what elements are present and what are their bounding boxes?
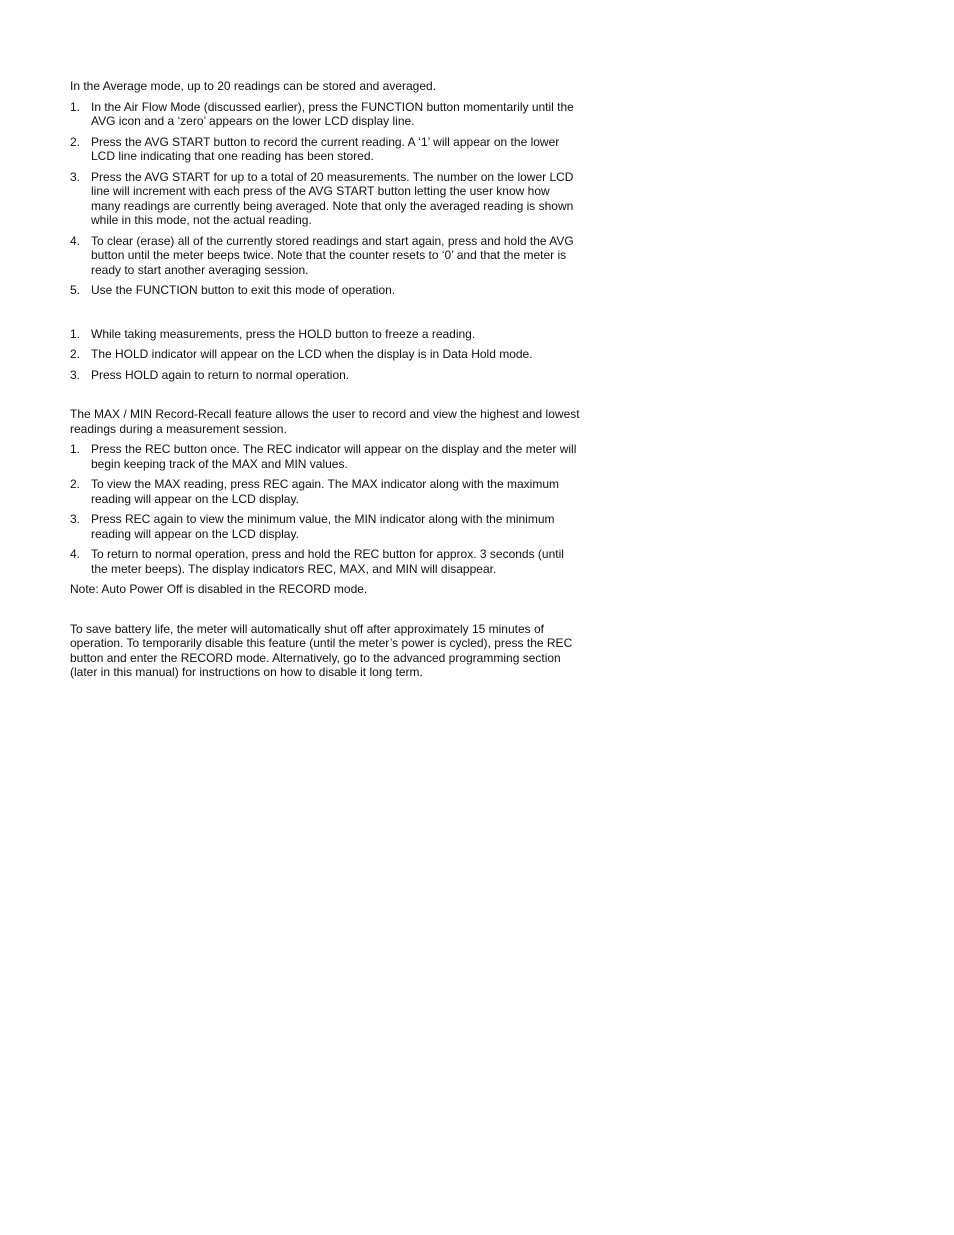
step-text: Press the AVG START button to record the current reading. A ‘1’ will appear on the lower LCD line indicating that one reading has been stored. [91,134,560,163]
step-number: 5. [70,283,81,297]
list-item [70,170,580,228]
list-item [70,327,580,342]
step-number: 3. [70,512,81,526]
data-hold-section [70,327,580,383]
average-mode-section [70,79,580,298]
list-item [70,100,580,129]
auto-power-off-section [70,622,580,680]
step-number: 1. [70,442,81,456]
step-text: In the Air Flow Mode (discussed earlier), press the FUNCTION button momentarily until the AVG icon and a ‘zero’ appears on the lower LCD display line. [91,99,574,128]
step-text: To clear (erase) all of the currently stored readings and start again, press and hold the AVG button until the meter beeps twice. Note that the counter resets to ‘0’ and that the meter is ready to start another averaging session. [91,233,574,277]
step-text: Press HOLD again to return to normal operation. [91,367,350,382]
step-number: 2. [70,134,81,149]
step-number: 2. [70,347,81,361]
step-text: To view the MAX reading, press REC again. The MAX indicator along with the maximum reading will appear on the LCD display. [91,477,559,506]
list-item [70,477,580,506]
step-number: 2. [70,477,81,491]
list-item [70,347,580,362]
step-text: Press the AVG START for up to a total of 20 measurements. The number on the lower LCD line will increment with each press of the AVG START button letting the user know how many readings are currently being averaged. Note that only the averaged reading is shown while in this mode, not the actual reading. [91,169,574,227]
list-item [70,368,580,383]
step-text: Press the REC button once. The REC indicator will appear on the display and the meter will begin keeping track of the MAX and MIN values. [91,442,577,471]
record-note: Note: Auto Power Off is disabled in the RECORD mode. [70,582,368,596]
step-number: 1. [70,326,81,341]
record-intro: The MAX / MIN Record-Recall feature allows the user to record and view the highest and lowest readings during a measurement session. [70,407,580,436]
list-item [70,234,580,278]
step-text: To return to normal operation, press and hold the REC button for approx. 3 seconds (until the meter beeps). The display indicators REC, MAX, and MIN will disappear. [91,547,564,576]
step-number: 4. [70,547,81,561]
list-item [70,283,580,298]
step-text: The HOLD indicator will appear on the LCD when the display is in Data Hold mode. [91,347,533,361]
section-spacer [70,298,580,321]
step-number: 3. [70,169,81,184]
auto-power-off-text: To save battery life, the meter will automatically shut off after approximately 15 minutes of operation. To temporarily disable this feature (until the meter’s power is cycled), press the REC button and enter the RECORD mode. Alternatively, go to the advanced programming section (later in this manual) for instructions on how to disable it long term. [70,621,573,679]
list-item [70,135,580,164]
step-number: 3. [70,367,81,382]
record-section [70,407,580,597]
step-text: Use the FUNCTION button to exit this mode of operation. [91,283,396,297]
section-spacer [70,597,580,622]
document-page [70,79,580,680]
list-item [70,512,580,541]
average-intro: In the Average mode, up to 20 readings can be stored and averaged. [70,79,437,93]
step-text: While taking measurements, press the HOLD button to freeze a reading. [91,326,476,341]
list-item [70,547,580,576]
step-text: Press REC again to view the minimum value, the MIN indicator along with the minimum reading will appear on the LCD display. [91,512,555,541]
section-spacer [70,382,580,407]
hold-steps-list [70,327,580,383]
list-item [70,442,580,471]
step-number: 1. [70,99,81,114]
record-steps-list [70,442,580,576]
step-number: 4. [70,233,81,248]
average-steps-list [70,100,580,298]
